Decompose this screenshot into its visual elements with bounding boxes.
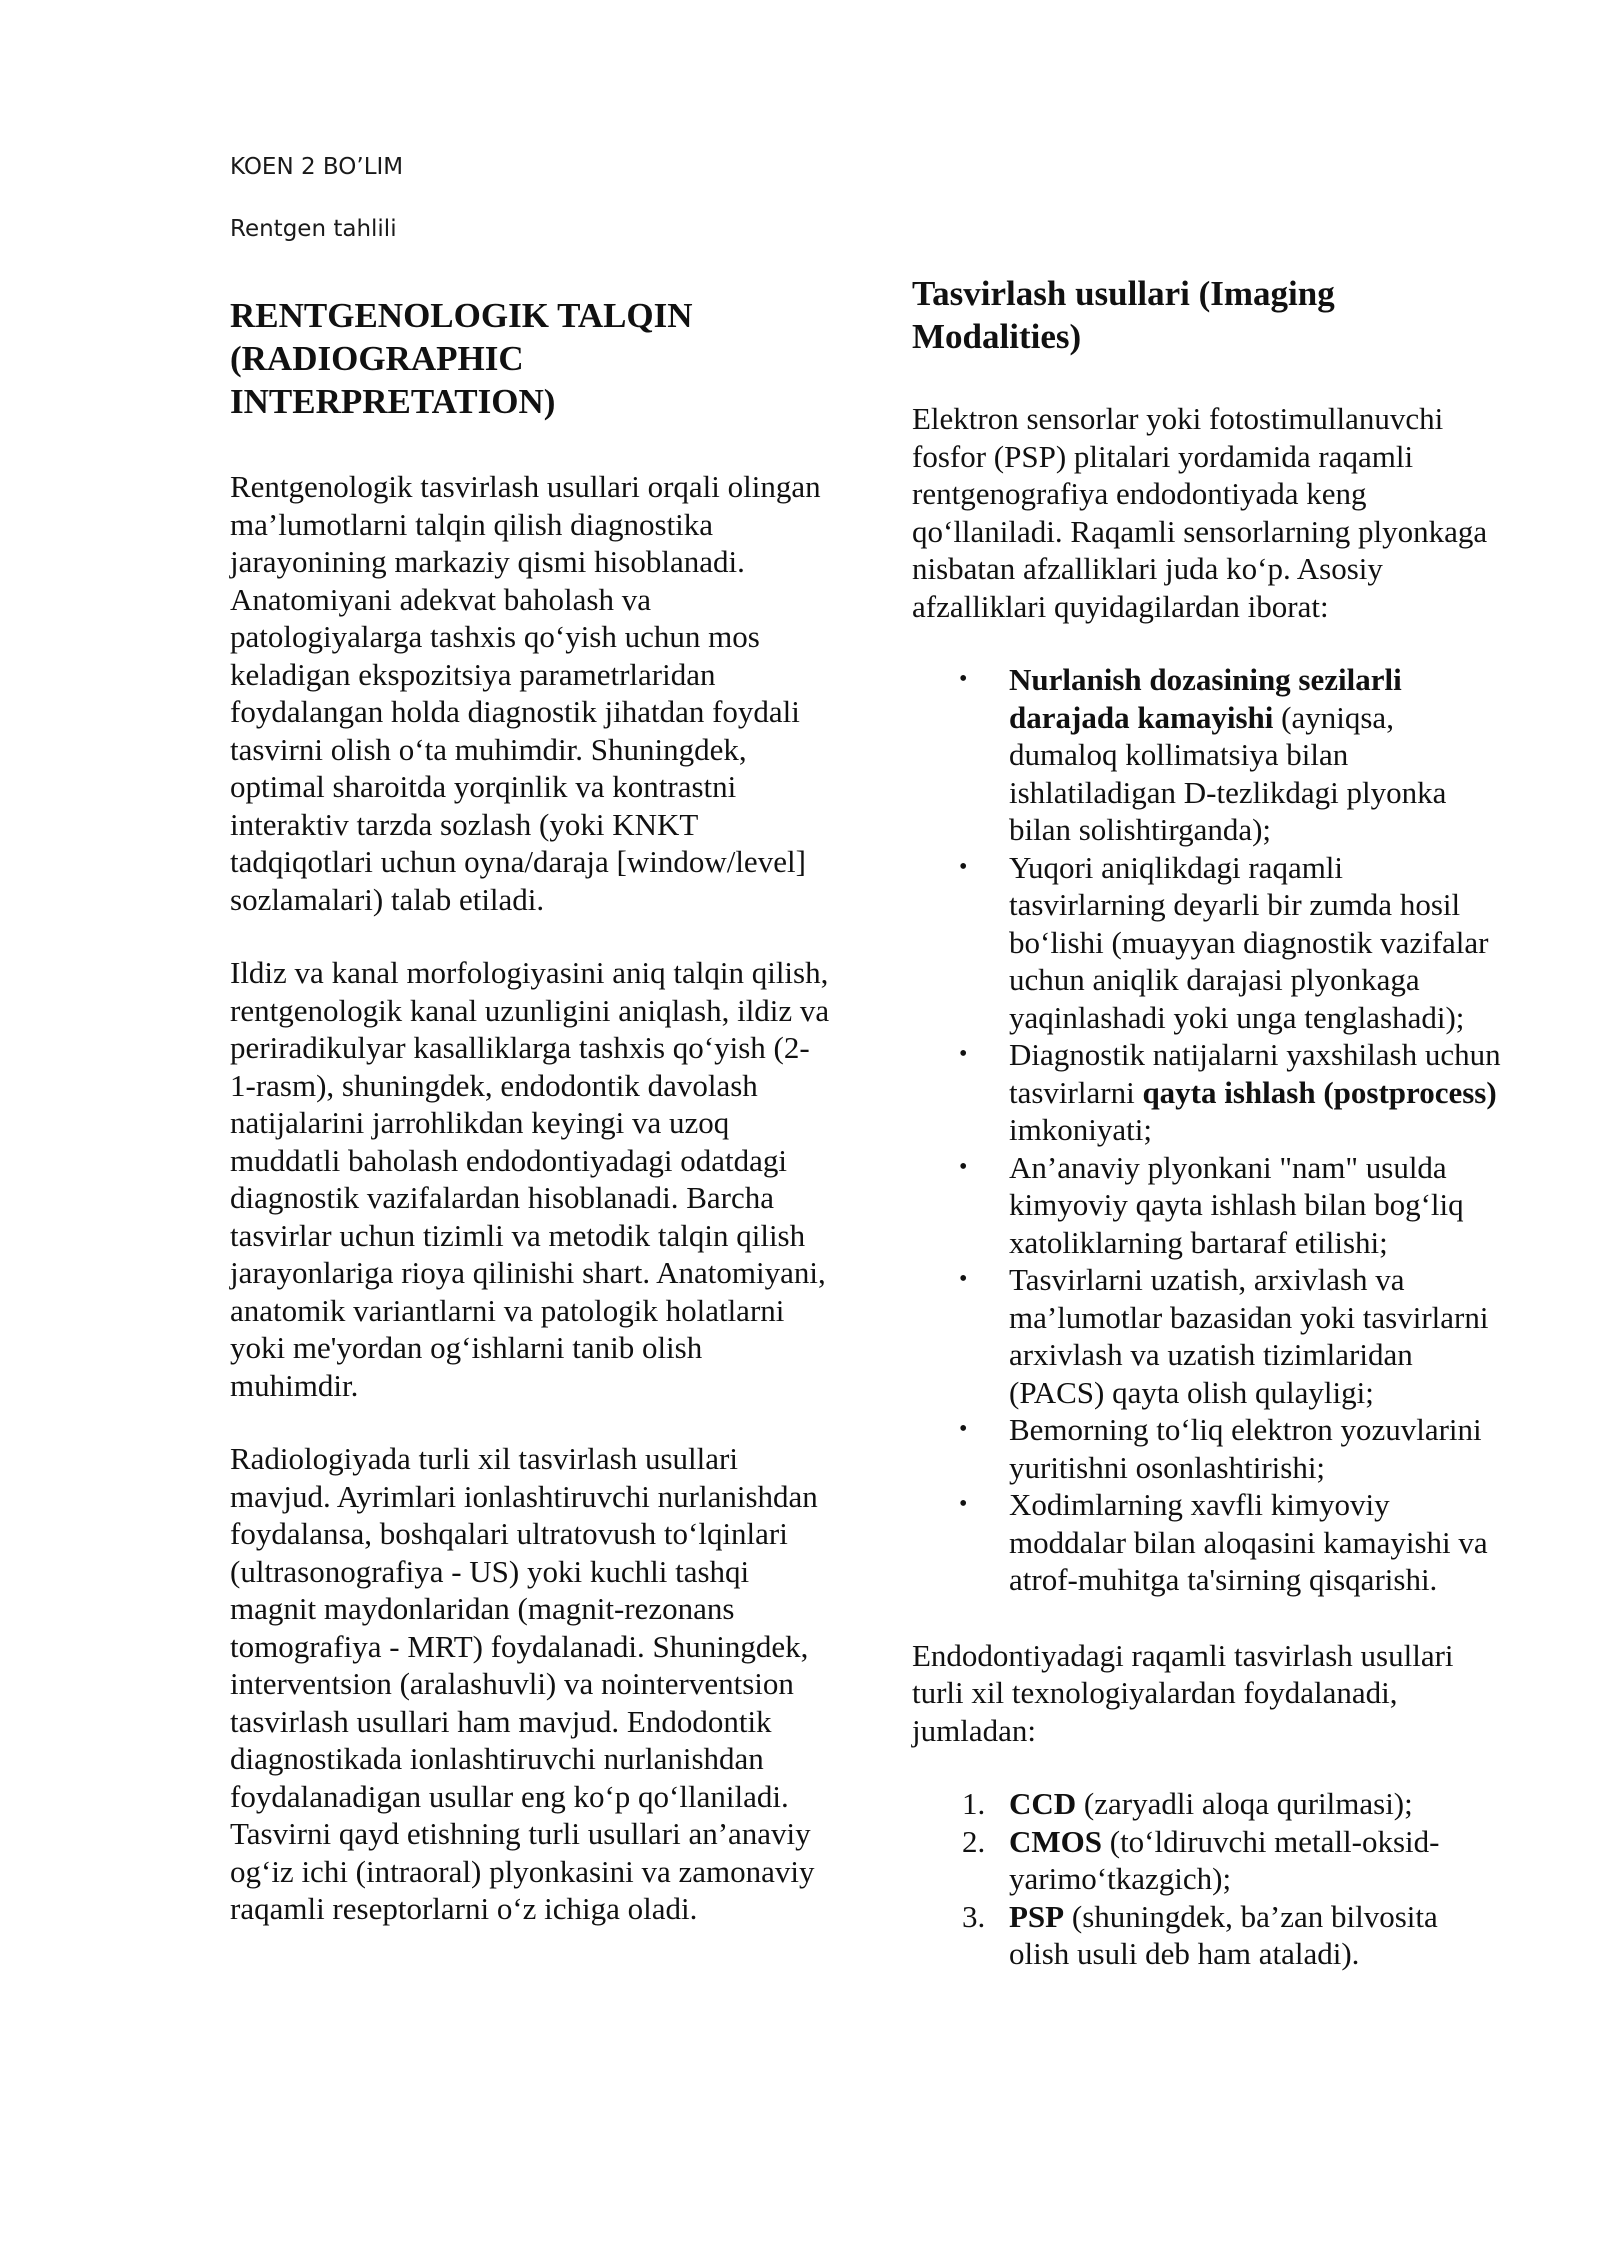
paragraph: Rentgenologik tasvirlash usullari orqali olingan ma’lumotlarni talqin qilish diagnostika jarayonining markaziy qismi hisoblanadi. Anatomiyani adekvat baholash va patologiyalarga tashxis qo‘yish uchun mos keladigan ekspozitsiya parametrlaridan foydalangan holda diagnostik jihatdan foydali tasvirni olish o‘ta muhimdir. Shuningdek, optimal sharoitda yorqinlik va kontrastni interaktiv tarzda sozlash (yoki KNKT tadqiqotlari uchun oyna/daraja [window/level] sozlamalari) talab etiladi. bbox=[230, 469, 821, 917]
bullet-icon: • bbox=[959, 1041, 968, 1067]
list-item: • Diagnostik natijalarni yaxshilash uchun tasvirlarni qayta ishlash (postprocess) imkoniyati; bbox=[959, 1037, 1501, 1147]
outro-paragraph: Endodontiyadagi raqamli tasvirlash usullari turli xil texnologiyalardan foydalanadi, jumladan: bbox=[912, 1637, 1454, 1748]
paragraph: Ildiz va kanal morfologiyasini aniq talqin qilish, rentgenologik kanal uzunligini aniqlash, ildiz va periradikulyar kasalliklarga tashxis qo‘yish (2-1-rasm), shuningdek, endodontik davolash natijalarini jarrohlikdan keyingi va uzoq muddatli baholash endodontiyadagi odatdagi diagnostik vazifalardan hisoblanadi. Barcha tasvirlar uchun tizimli va metodik talqin qilish jarayonlariga rioya qilinishi shart. Anatomiyani, anatomik variantlarni va patologik holatlarni yoki me'yordan og‘ishlarni tanib olish muhimdir. bbox=[230, 955, 830, 1403]
paragraph: Radiologiyada turli xil tasvirlash usullari mavjud. Ayrimlari ionlashtiruvchi nurlanishdan foydalansa, boshqalari ultratovush to‘lqinlari (ultrasonografiya - US) yoki kuchli tashqi magnit maydonlaridan (magnit-rezonans tomografiya - MRT) foydalanadi. Shuningdek, interventsion (aralashuvli) va nointerventsion tasvirlash usullari ham mavjud. Endodontik diagnostikada ionlashtiruvchi nurlanishdan foydalanadigan usullar eng ko‘p qo‘llaniladi. Tasvirni qayd etishning turli usullari an’anaviy og‘iz ichi (intraoral) plyonkasini va zamonaviy raqamli reseptorlarni o‘z ichiga oladi. bbox=[230, 1441, 818, 1926]
list-item: • Yuqori aniqlikdagi raqamli tasvirlarning deyarli bir zumda hosil bo‘lishi (muayyan diagnostik vazifalar uchun aniqlik darajasi plyonkaga yaqinlashadi yoki unga tenglashadi); bbox=[959, 849, 1489, 1035]
advantages-list bbox=[912, 661, 1502, 1599]
list-item: • An’anaviy plyonkani "nam" usulda kimyoviy qayta ishlash bilan bog‘liq xatoliklarning bartaraf etilishi; bbox=[959, 1149, 1464, 1260]
intro-paragraph: Elektron sensorlar yoki fotostimullanuvchi fosfor (PSP) plitalari yordamida raqamli rentgenografiya endodontiyada keng qo‘llaniladi. Raqamli sensorlarning plyonkaga nisbatan afzalliklari juda ko‘p. Asosiy afzalliklari quyidagilardan iborat: bbox=[912, 401, 1488, 624]
list-item: • Bemorning to‘liq elektron yozuvlarini yuritishni osonlashtirishi; bbox=[959, 1412, 1482, 1485]
bullet-icon: • bbox=[959, 853, 968, 880]
left-column bbox=[230, 272, 830, 1964]
bullet-icon: • bbox=[959, 1153, 968, 1180]
technologies-list bbox=[912, 1785, 1502, 1973]
header-subtitle: Rentgen tahlili bbox=[230, 216, 397, 242]
list-item: 2. CMOS (to‘ldiruvchi metall-oksid-yarimo‘tkazgich); bbox=[962, 1823, 1440, 1896]
list-item: • Nurlanish dozasining sezilarli darajada kamayishi (ayniqsa, dumaloq kollimatsiya bilan ishlatiladigan D-tezlikdagi plyonka bilan solishtirganda); bbox=[959, 662, 1447, 847]
section-title-imaging-modalities: Tasvirlash usullari (Imaging Modalities) bbox=[912, 274, 1335, 356]
list-item: 3. PSP (shuningdek, ba’zan bilvosita olish usuli deb ham ataladi). bbox=[962, 1898, 1438, 1971]
bullet-icon: • bbox=[959, 1266, 968, 1292]
bullet-icon: • bbox=[959, 1416, 968, 1442]
list-item: • Xodimlarning xavfli kimyoviy moddalar bilan aloqasini kamayishi va atrof-muhitga ta'sirning qisqarishi. bbox=[959, 1487, 1488, 1597]
header-chapter: KOEN 2 BO’LIM bbox=[230, 154, 404, 180]
bullet-icon: • bbox=[959, 1491, 968, 1517]
bullet-icon: • bbox=[959, 666, 968, 692]
list-item: 1. CCD (zaryadli aloqa qurilmasi); bbox=[962, 1786, 1413, 1821]
section-title-radiographic-interpretation: RENTGENOLOGIK TALQIN (RADIOGRAPHIC INTERPRETATION) bbox=[230, 296, 693, 421]
right-column bbox=[912, 272, 1502, 1973]
list-item: • Tasvirlarni uzatish, arxivlash va ma’lumotlar bazasidan yoki tasvirlarni arxivlash va uzatish tizimlaridan (PACS) qayta olish qulayligi; bbox=[959, 1262, 1489, 1410]
